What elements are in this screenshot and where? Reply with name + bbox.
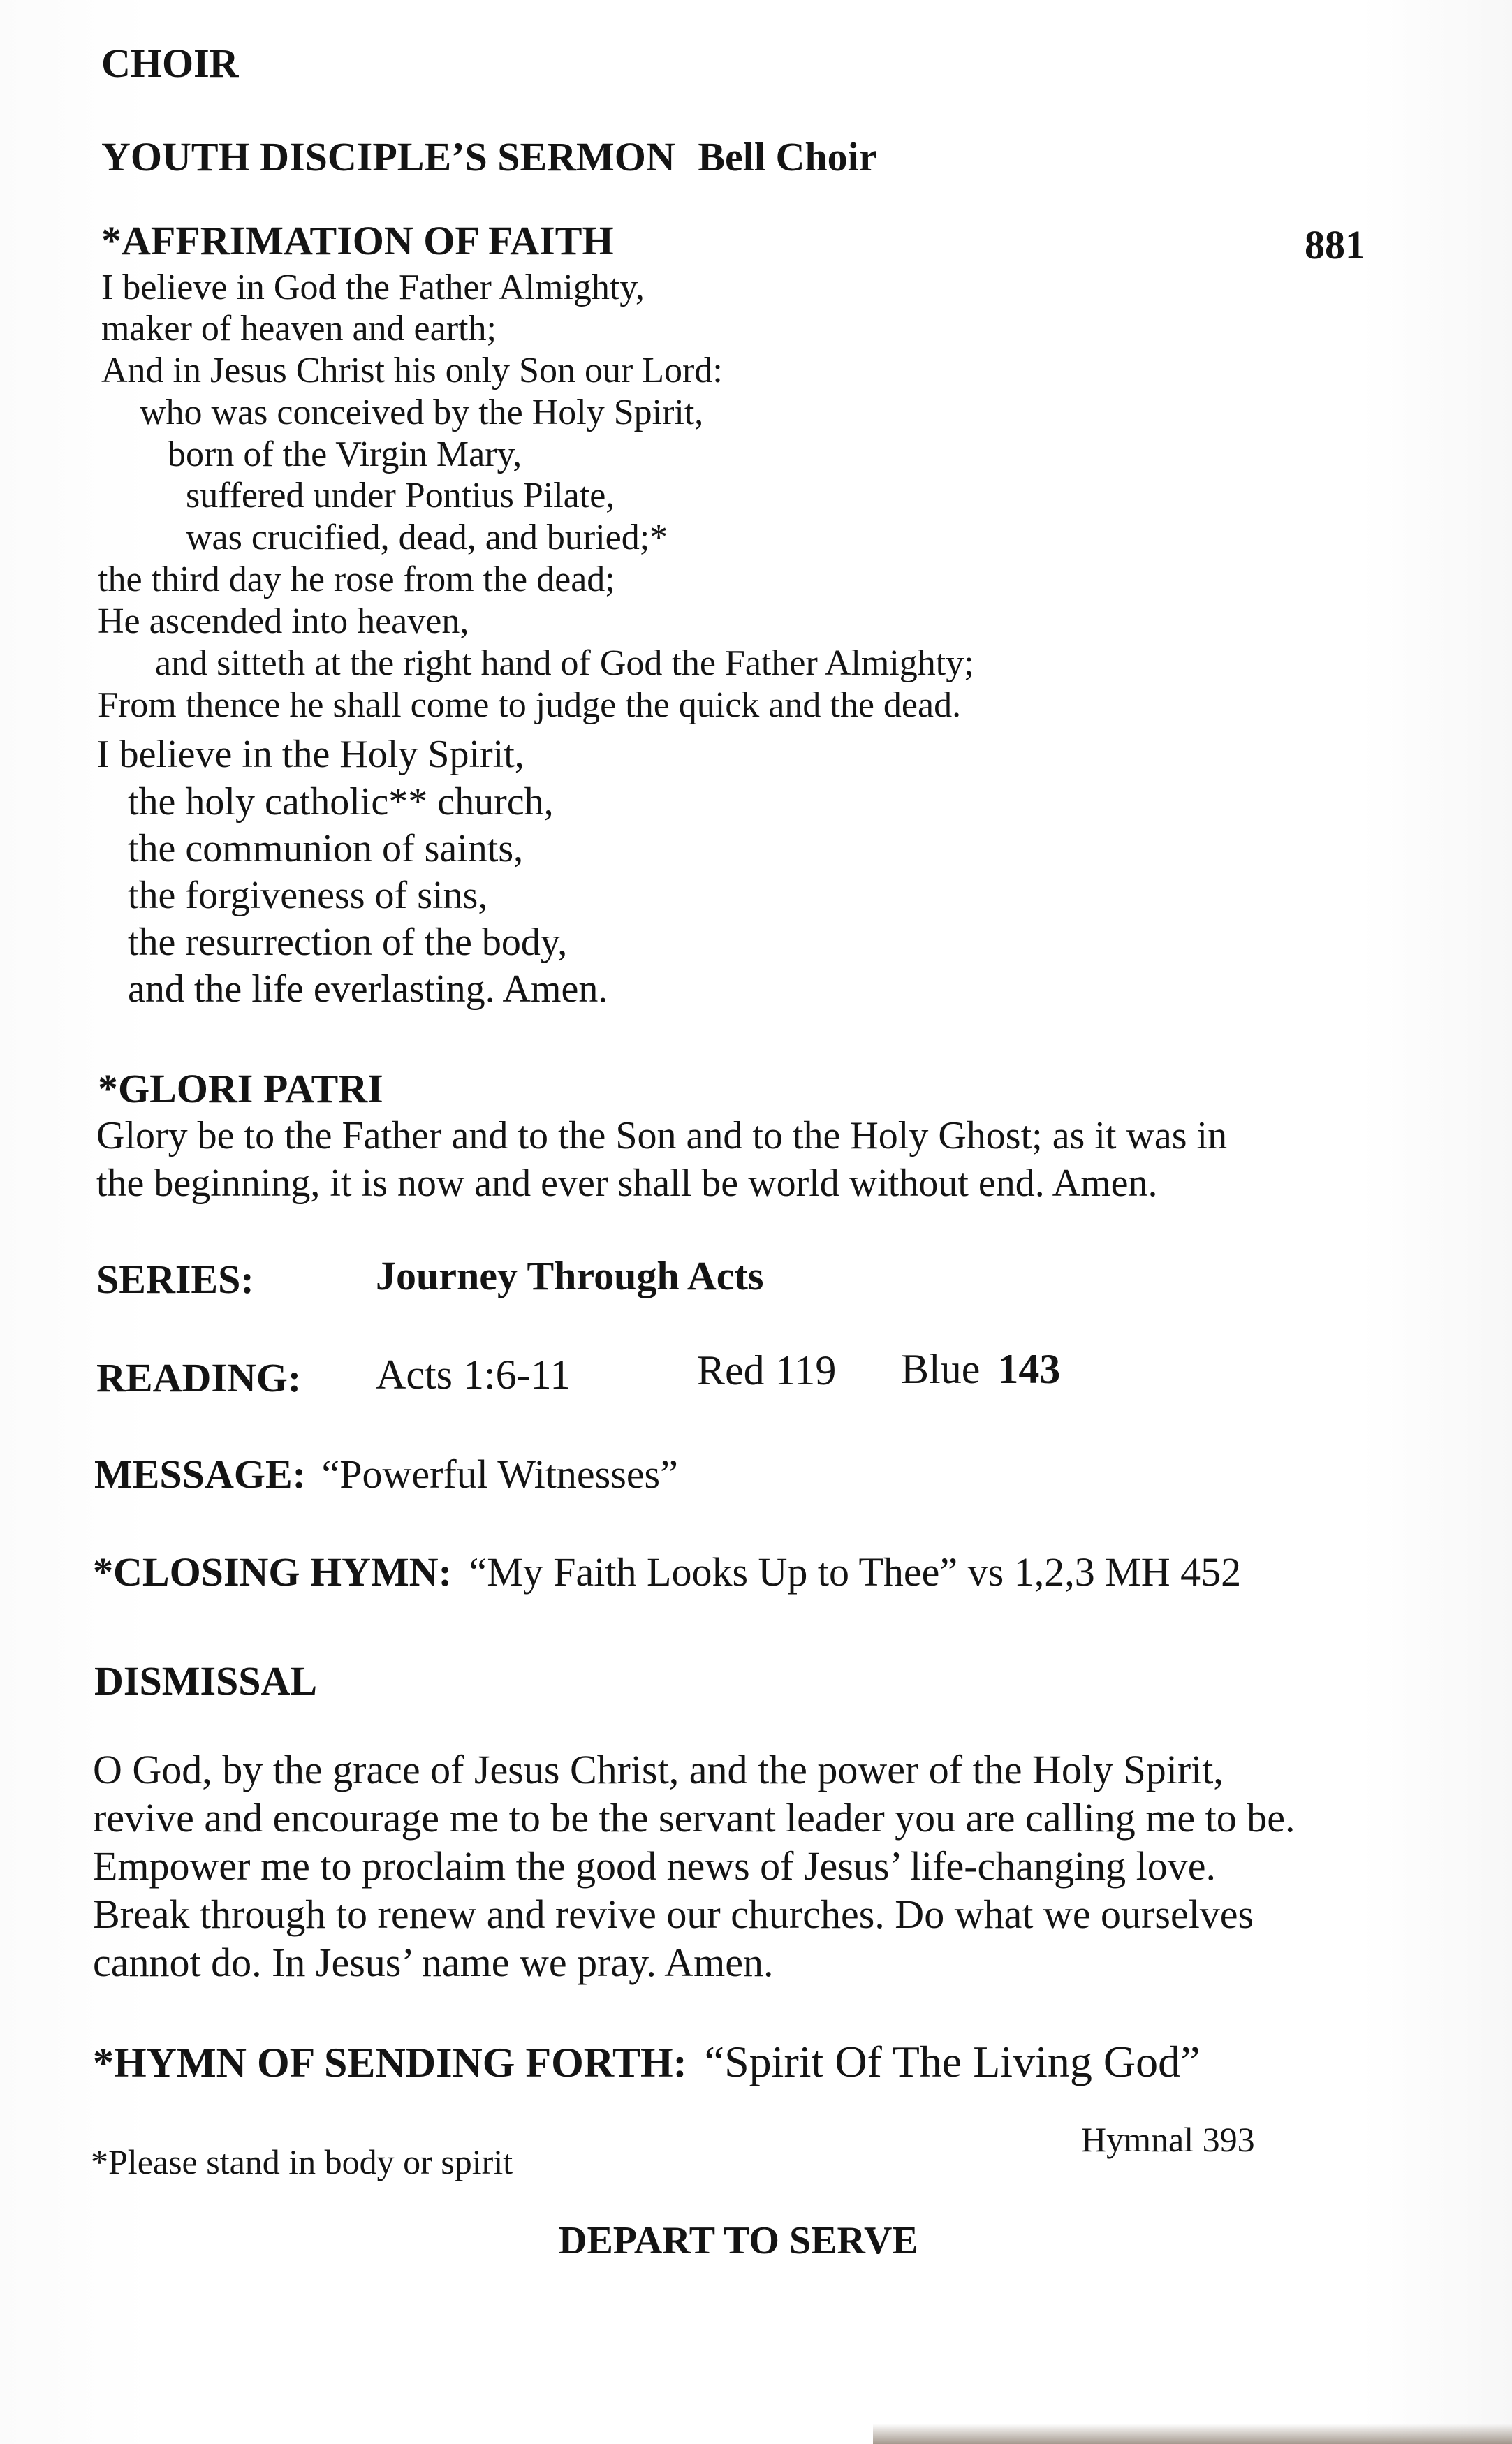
closing-hymn-line — [93, 1549, 1242, 1595]
creed-line: From thence he shall come to judge the quick and the dead. — [98, 685, 962, 725]
message-title: “Powerful Witnesses” — [321, 1451, 678, 1497]
reading-blue-label: Blue — [901, 1346, 981, 1392]
dismissal-line: Empower me to proclaim the good news of Jesus’ life-changing love. — [93, 1843, 1216, 1889]
message-line — [94, 1451, 678, 1497]
reading-blue-number: 143 — [997, 1346, 1061, 1392]
youth-sermon-label: YOUTH DISCIPLE’S SERMON — [101, 134, 675, 180]
creed-line: the third day he rose from the dead; — [98, 559, 615, 599]
creed-line: born of the Virgin Mary, — [168, 434, 522, 474]
dismissal-line: cannot do. In Jesus’ name we pray. Amen. — [93, 1940, 774, 1985]
dismissal-line: revive and encourage me to be the servant leader you are calling me to be. — [93, 1795, 1296, 1841]
choir-heading: CHOIR — [101, 41, 239, 86]
youth-sermon-heading — [101, 134, 877, 180]
depart-to-serve: DEPART TO SERVE — [559, 2219, 918, 2262]
creed-line: and sitteth at the right hand of God the Father Almighty; — [155, 643, 974, 683]
affirmation-number: 881 — [1305, 222, 1365, 268]
series-label: SERIES: — [96, 1257, 254, 1302]
footer-note: *Please stand in body or spirit — [91, 2142, 513, 2181]
closing-hymn-label: *CLOSING HYMN: — [93, 1549, 452, 1595]
creed-line: maker of heaven and earth; — [101, 309, 497, 349]
creed-line: I believe in God the Father Almighty, — [101, 268, 645, 307]
creed-line: the forgiveness of sins, — [128, 874, 488, 917]
sending-hymn-label: *HYMN OF SENDING FORTH: — [93, 2040, 687, 2086]
creed-line: the holy catholic** church, — [128, 780, 554, 824]
sending-hymn-title: “Spirit Of The Living God” — [704, 2037, 1201, 2086]
reading-label: READING: — [96, 1355, 302, 1400]
message-label: MESSAGE: — [94, 1451, 306, 1497]
reading-red: Red 119 — [697, 1347, 837, 1393]
glori-patri-line: the beginning, it is now and ever shall be world without end. Amen. — [96, 1162, 1158, 1205]
dismissal-line: O God, by the grace of Jesus Christ, and the power of the Holy Spirit, — [93, 1747, 1224, 1792]
creed-line: suffered under Pontius Pilate, — [186, 476, 615, 515]
series-value: Journey Through Acts — [376, 1253, 764, 1298]
glori-patri-line: Glory be to the Father and to the Son and to the Holy Ghost; as it was in — [96, 1114, 1228, 1157]
dismissal-line: Break through to renew and revive our churches. Do what we ourselves — [93, 1891, 1254, 1937]
reading-blue — [901, 1348, 1060, 1390]
youth-sermon-detail: Bell Choir — [698, 134, 877, 180]
creed-line: the resurrection of the body, — [128, 921, 568, 964]
creed-line: And in Jesus Christ his only Son our Lord: — [101, 351, 723, 390]
creed-line: He ascended into heaven, — [98, 601, 469, 641]
glori-patri-title: *GLORI PATRI — [98, 1066, 383, 1111]
creed-line: I believe in the Holy Spirit, — [96, 733, 524, 776]
closing-hymn-detail: “My Faith Looks Up to Thee” vs 1,2,3 MH 452 — [469, 1549, 1242, 1595]
creed-line: and the life everlasting. Amen. — [128, 967, 608, 1011]
reading-passage: Acts 1:6-11 — [376, 1352, 571, 1398]
creed-line: the communion of saints, — [128, 827, 524, 870]
page-bottom-edge — [873, 2424, 1512, 2444]
hymnal-number: Hymnal 393 — [1081, 2120, 1255, 2159]
affirmation-title: *AFFRIMATION OF FAITH — [101, 218, 614, 263]
creed-line: was crucified, dead, and buried;* — [186, 518, 668, 557]
creed-line: who was conceived by the Holy Spirit, — [140, 393, 704, 432]
dismissal-title: DISMISSAL — [94, 1658, 318, 1704]
sending-hymn-line — [93, 2037, 1201, 2086]
